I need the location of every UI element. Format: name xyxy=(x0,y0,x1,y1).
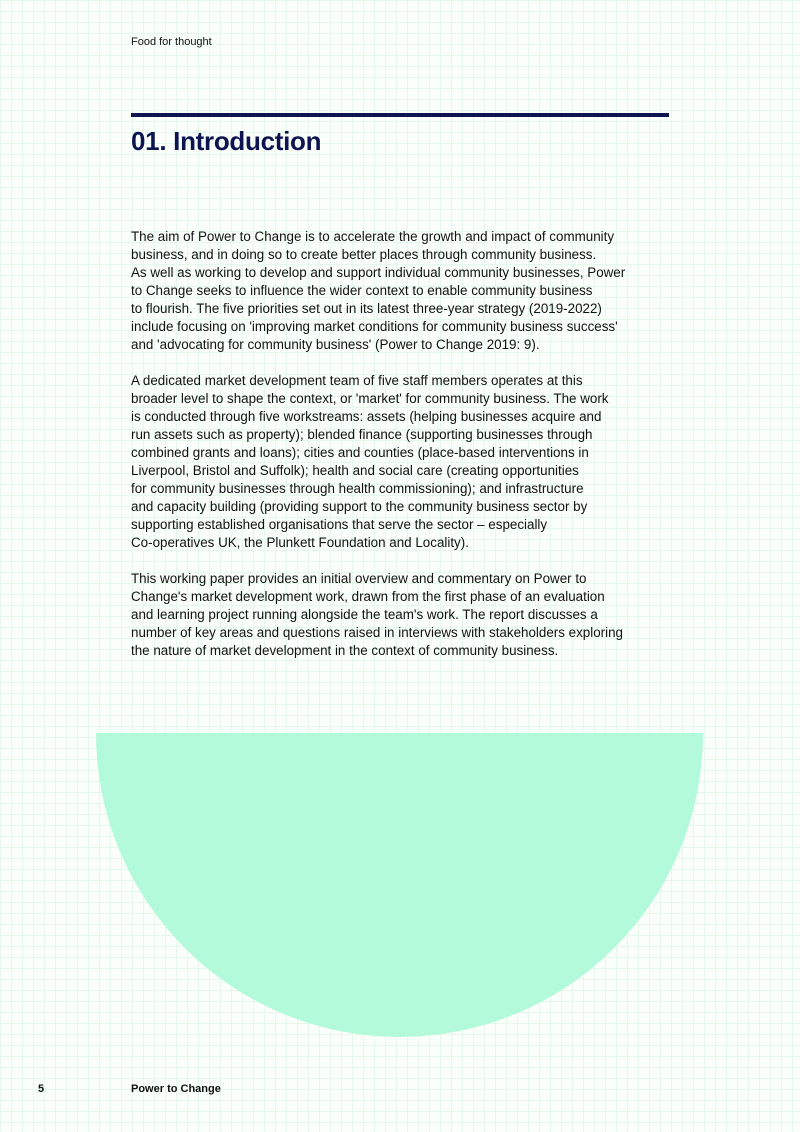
text-line: and 'advocating for community business' (Power to Change 2019: 9). xyxy=(131,337,540,352)
paragraph xyxy=(131,570,691,660)
text-line: number of key areas and questions raised in interviews with stakeholders exploring xyxy=(131,625,623,640)
text-line: supporting established organisations that serve the sector – especially xyxy=(131,517,548,532)
text-line: The aim of Power to Change is to accelerate the growth and impact of community xyxy=(131,229,615,244)
text-line: to flourish. The five priorities set out in its latest three-year strategy (2019-2022) xyxy=(131,301,602,316)
page-number: 5 xyxy=(38,1083,45,1095)
footer-publisher: Power to Change xyxy=(131,1083,221,1095)
text-line: for community businesses through health commissioning); and infrastructure xyxy=(131,481,584,496)
body-text xyxy=(131,228,691,678)
text-line: and learning project running alongside the team's work. The report discusses a xyxy=(131,607,598,622)
text-line: broader level to shape the context, or 'market' for community business. The work xyxy=(131,391,609,406)
text-line: Co-operatives UK, the Plunkett Foundation and Locality). xyxy=(131,535,469,550)
decorative-semicircle xyxy=(96,733,703,1037)
text-line: is conducted through five workstreams: assets (helping businesses acquire and xyxy=(131,409,602,424)
paragraph xyxy=(131,228,691,354)
section-title: 01. Introduction xyxy=(131,126,322,156)
text-line: to Change seeks to influence the wider context to enable community business xyxy=(131,283,593,298)
title-rule xyxy=(131,113,669,117)
text-line: and capacity building (providing support to the community business sector by xyxy=(131,499,588,514)
text-line: the nature of market development in the context of community business. xyxy=(131,643,559,658)
text-line: Liverpool, Bristol and Suffolk); health and social care (creating opportunities xyxy=(131,463,579,478)
text-line: A dedicated market development team of five staff members operates at this xyxy=(131,373,583,388)
text-line: combined grants and loans); cities and counties (place-based interventions in xyxy=(131,445,589,460)
text-line: This working paper provides an initial overview and commentary on Power to xyxy=(131,571,587,586)
text-line: include focusing on 'improving market conditions for community business success' xyxy=(131,319,618,334)
text-line: business, and in doing so to create better places through community business. xyxy=(131,247,597,262)
running-header: Food for thought xyxy=(131,36,212,48)
paragraph xyxy=(131,372,691,552)
text-line: run assets such as property); blended finance (supporting businesses through xyxy=(131,427,593,442)
text-line: As well as working to develop and support individual community businesses, Power xyxy=(131,265,626,280)
text-line: Change's market development work, drawn from the first phase of an evaluation xyxy=(131,589,605,604)
